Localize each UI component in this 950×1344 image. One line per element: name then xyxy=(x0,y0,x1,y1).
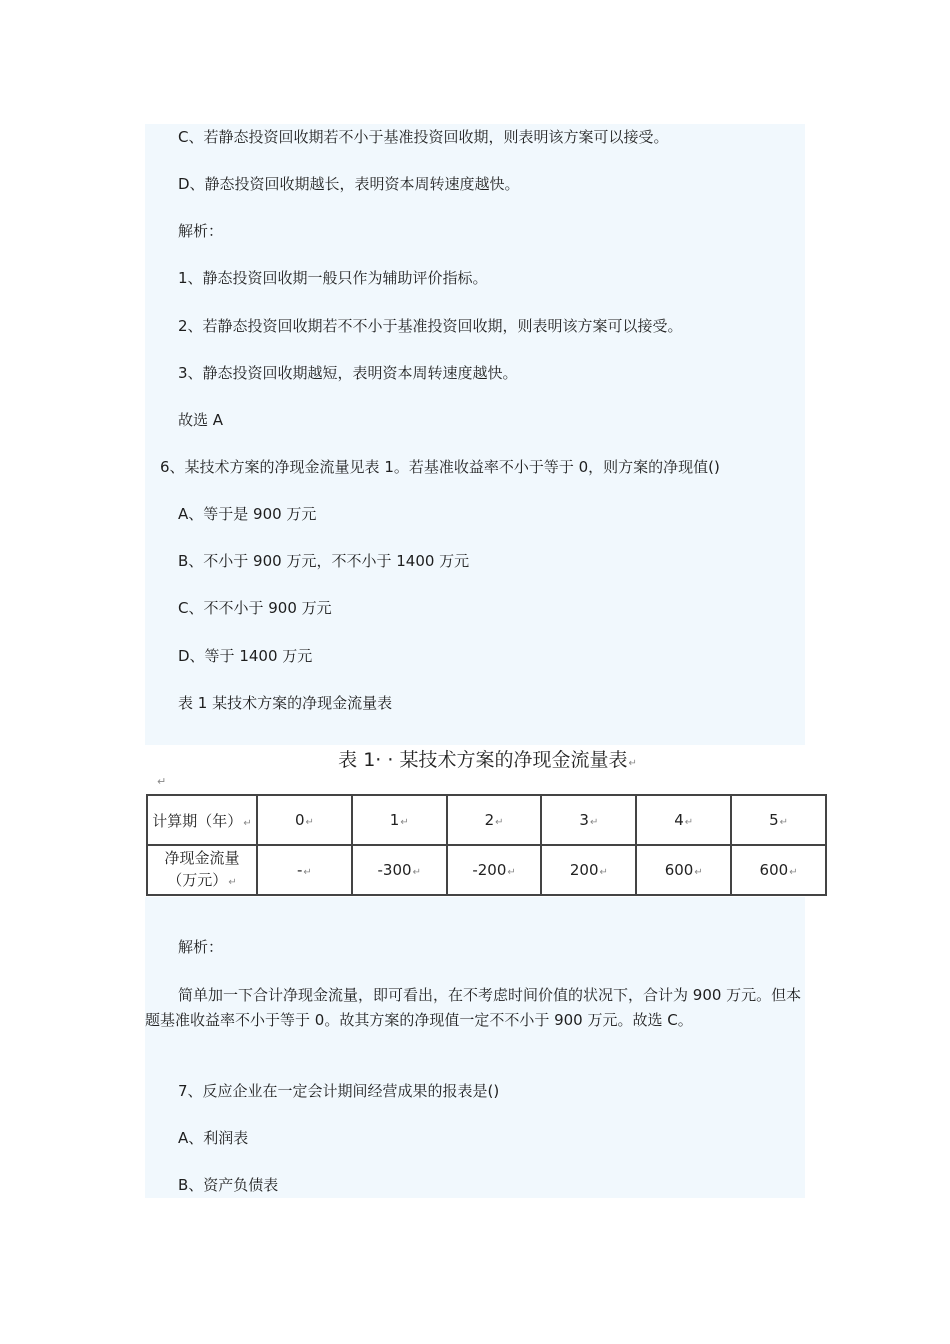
return-mark: ↵ xyxy=(599,867,608,878)
return-mark: ↵ xyxy=(243,817,252,829)
return-mark: ↵ xyxy=(228,876,237,888)
question-7-stem: 7、反应企业在一定会计期间经营成果的报表是() xyxy=(178,1082,500,1100)
analysis-text-q6: 简单加一下合计净现金流量，即可看出，在不考虑时间价值的状况下，合计为 900 万元。但本题基准收益率不小于等于 0。故其方案的净现值一定不不小于 900 万元。故选 C。 xyxy=(145,986,802,1029)
row-label-cell xyxy=(147,845,257,895)
analysis-point-1: 1、静态投资回收期一般只作为辅助评价指标。 xyxy=(178,269,488,287)
return-mark: ↵ xyxy=(684,817,694,828)
period-cell xyxy=(731,795,826,845)
table-caption: 表 1 某技术方案的净现金流量表 xyxy=(178,694,393,712)
answer-q5: 故选 A xyxy=(178,411,224,429)
option-b-q7: B、资产负债表 xyxy=(178,1176,279,1194)
period-value: 0 xyxy=(294,811,305,829)
period-value: 2 xyxy=(484,811,495,829)
option-a-q7: A、利润表 xyxy=(178,1129,249,1147)
period-cell xyxy=(257,795,352,845)
period-value: 4 xyxy=(674,811,684,829)
return-mark: ↵ xyxy=(628,758,637,769)
period-cell xyxy=(541,795,636,845)
option-d-q6: D、等于 1400 万元 xyxy=(178,647,313,665)
analysis-point-2: 2、若静态投资回收期若不不小于基准投资回收期，则表明该方案可以接受。 xyxy=(178,317,683,335)
cashflow-value: -200 xyxy=(472,861,507,879)
row-label-line1: 净现金流量 xyxy=(164,848,240,867)
cashflow-value: -300 xyxy=(377,861,412,879)
cashflow-cell xyxy=(731,845,826,895)
return-mark: ↵ xyxy=(789,867,798,878)
header-label: 计算期（年） xyxy=(152,811,243,830)
return-mark: ↵ xyxy=(589,817,599,828)
period-cell xyxy=(636,795,731,845)
cashflow-cell xyxy=(447,845,542,895)
cash-flow-table-figure xyxy=(145,745,830,897)
row-label-line2: （万元） xyxy=(167,870,228,889)
return-mark: ↵ xyxy=(412,867,421,878)
table-title xyxy=(145,745,830,772)
cashflow-value: 600 xyxy=(759,861,789,879)
return-mark: ↵ xyxy=(507,867,516,878)
question-6-stem: 6、某技术方案的净现金流量见表 1。若基准收益率不小于等于 0，则方案的净现值() xyxy=(160,458,720,476)
period-value: 3 xyxy=(579,811,589,829)
cash-flow-table xyxy=(146,794,827,896)
period-cell xyxy=(447,795,542,845)
cashflow-cell xyxy=(541,845,636,895)
cashflow-value: 600 xyxy=(664,861,694,879)
header-label-cell xyxy=(147,795,257,845)
return-mark: ↵ xyxy=(400,817,409,828)
return-mark: ↵ xyxy=(779,817,789,828)
table-row-period xyxy=(147,795,826,845)
option-a-q6: A、等于是 900 万元 xyxy=(178,505,317,523)
cashflow-value: 200 xyxy=(569,861,599,879)
analysis-point-3: 3、静态投资回收期越短，表明资本周转速度越快。 xyxy=(178,364,518,382)
option-c-q5: C、若静态投资回收期若不小于基准投资回收期，则表明该方案可以接受。 xyxy=(178,128,669,146)
period-value: 1 xyxy=(389,811,400,829)
return-mark: ↵ xyxy=(303,867,312,878)
analysis-label-q5: 解析： xyxy=(178,222,224,240)
option-b-q6: B、不小于 900 万元，不不小于 1400 万元 xyxy=(178,552,470,570)
period-cell xyxy=(352,795,447,845)
cashflow-cell xyxy=(257,845,352,895)
option-c-q6: C、不不小于 900 万元 xyxy=(178,599,332,617)
return-mark: ↵ xyxy=(495,817,504,828)
return-mark: ↵ xyxy=(694,867,703,878)
cashflow-cell xyxy=(636,845,731,895)
return-mark: ↵ xyxy=(305,817,314,828)
period-value: 5 xyxy=(769,811,779,829)
option-d-q5: D、静态投资回收期越长，表明资本周转速度越快。 xyxy=(178,175,520,193)
cashflow-cell xyxy=(352,845,447,895)
table-title-text: 表 1· · 某技术方案的净现金流量表 xyxy=(338,749,628,771)
cashflow-value: - xyxy=(297,861,303,879)
analysis-label-q6: 解析： xyxy=(178,938,224,956)
table-row-cashflow xyxy=(147,845,826,895)
paragraph-mark: ↵ xyxy=(157,775,167,788)
